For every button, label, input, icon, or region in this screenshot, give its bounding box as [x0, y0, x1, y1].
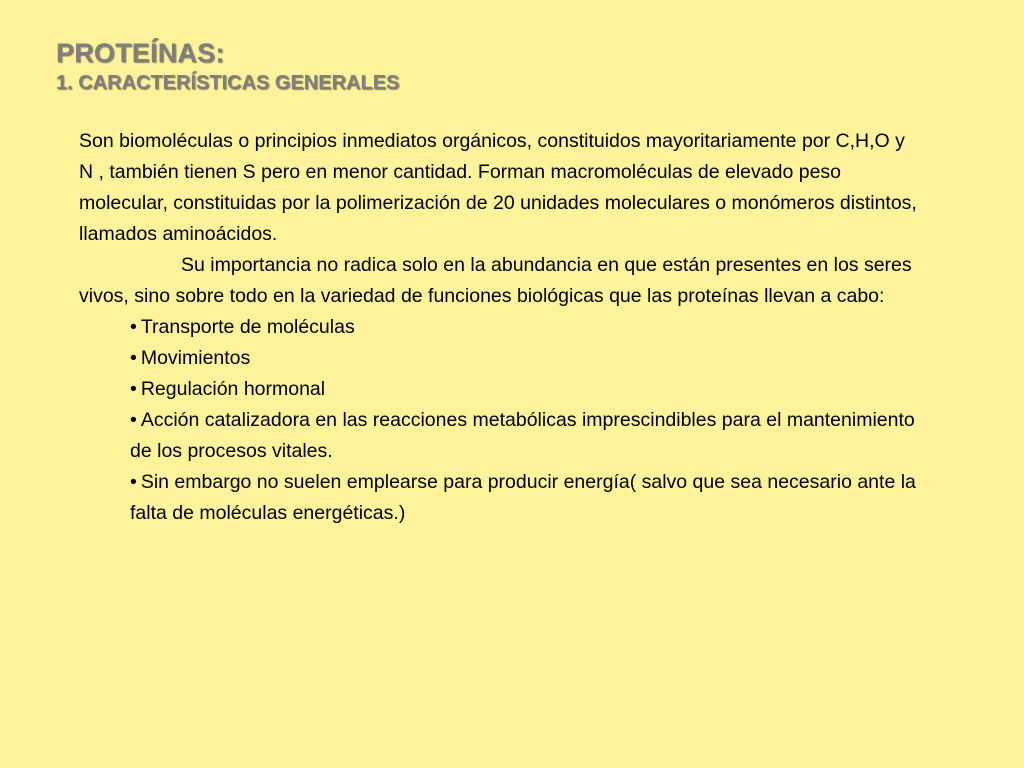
bullet-icon: •: [130, 471, 137, 493]
list-item-text: Movimientos: [140, 347, 251, 369]
bullet-icon: •: [130, 316, 137, 338]
list-item: [130, 467, 919, 529]
paragraph-intro: Son biomoléculas o principios inmediatos orgánicos, constituidos mayoritariamente por C,H,O y N , también tienen S pero en menor cantidad. Forman macromoléculas de elevado peso molecular, constituidas por la polimerización de 20 unidades moleculares o monómeros distintos, llamados aminoácidos.: [79, 130, 917, 245]
slide-subtitle: 1. CARACTERÍSTICAS GENERALES: [56, 72, 400, 94]
bullet-icon: •: [130, 378, 137, 400]
bullet-icon: •: [130, 347, 137, 369]
slide-title: PROTEÍNAS:: [56, 38, 225, 68]
list-item-text: Transporte de moléculas: [140, 316, 355, 338]
list-item: [130, 405, 919, 467]
title-block: [56, 36, 399, 96]
list-item-text: Acción catalizadora en las reacciones metabólicas imprescindibles para el mantenimiento de los procesos vitales.: [130, 409, 915, 462]
list-item: [130, 343, 919, 374]
list-item: [130, 312, 919, 343]
list-item-text: Regulación hormonal: [140, 378, 326, 400]
body-text: [79, 126, 919, 529]
function-list: [79, 312, 919, 529]
paragraph-importance: Su importancia no radica solo en la abundancia en que están presentes en los seres vivos, sino sobre todo en la variedad de funciones biológicas que las proteínas llevan a cabo:: [79, 254, 912, 307]
list-item-text: Sin embargo no suelen emplearse para producir energía( salvo que sea necesario ante la falta de moléculas energéticas.): [130, 471, 916, 524]
list-item: [130, 374, 919, 405]
bullet-icon: •: [130, 409, 137, 431]
